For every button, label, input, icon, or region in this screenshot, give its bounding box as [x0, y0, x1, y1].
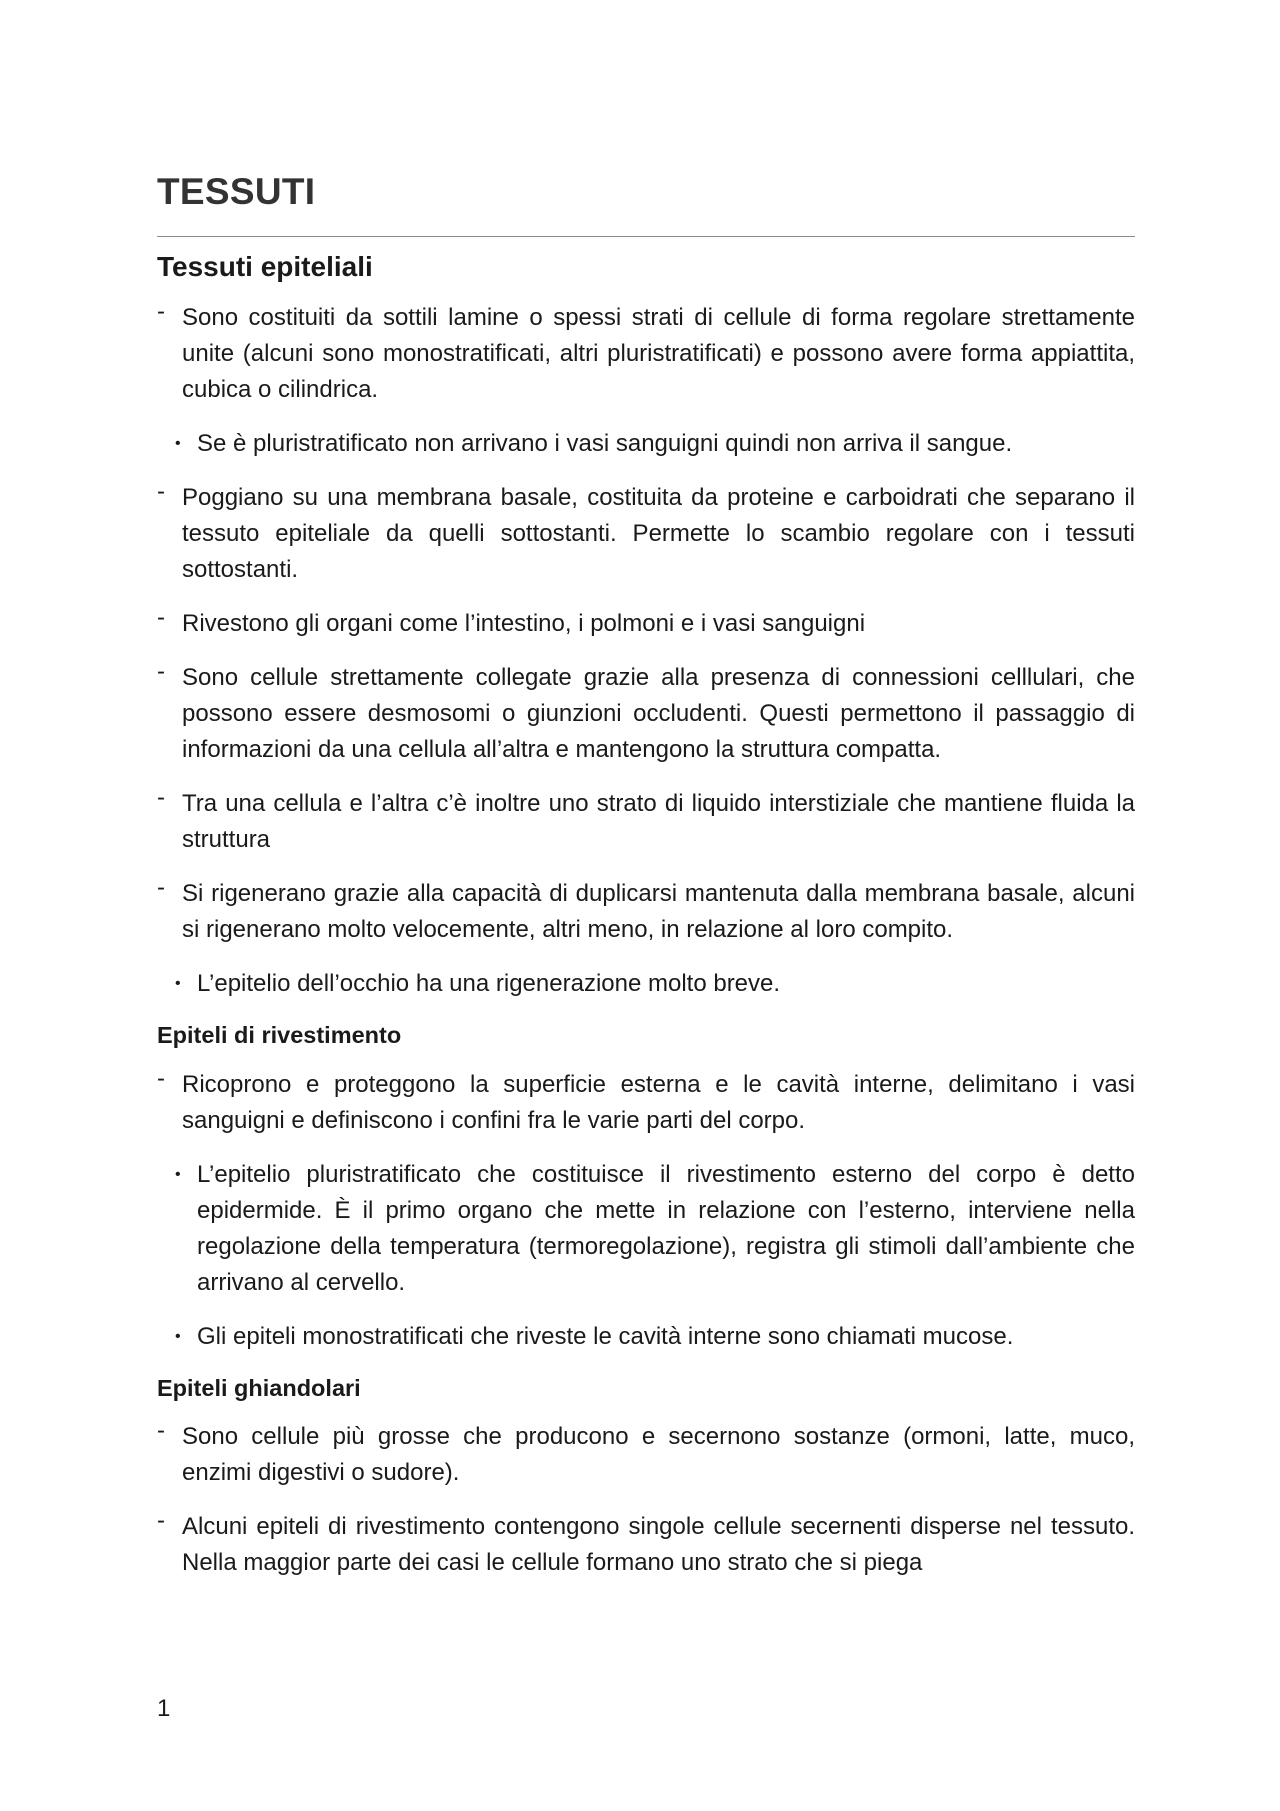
page-title: TESSUTI	[157, 171, 316, 212]
list-item-text: Sono cellule più grosse che producono e secernono sostanze (ormoni, latte, muco, enzimi digestivi o sudore).	[182, 1423, 1135, 1487]
dash-list-item	[157, 1064, 1135, 1139]
dash-marker: -	[157, 1064, 165, 1092]
document-body	[157, 249, 1135, 1581]
dash-list-item	[157, 660, 1135, 768]
page-number: 1	[157, 1695, 171, 1722]
dash-marker: -	[157, 1417, 165, 1445]
list-item-text: Ricoprono e proteggono la superficie esterna e le cavità interne, delimitano i vasi sanguigni e definiscono i confini fra le varie parti del corpo.	[182, 1070, 1135, 1134]
dash-marker: -	[157, 1507, 165, 1535]
dash-marker: -	[157, 874, 165, 902]
dash-marker: -	[157, 298, 165, 326]
section-heading: Epiteli ghiandolari	[157, 1374, 361, 1401]
dash-marker: -	[157, 604, 165, 632]
title-divider	[157, 236, 1135, 237]
dash-list-item	[157, 300, 1135, 408]
dash-list-item	[157, 606, 1135, 642]
list-item-text: L’epitelio pluristratificato che costituisce il rivestimento esterno del corpo è detto epidermide. È il primo organo che mette in relazione con l’esterno, interviene nella regolazione della temperatura (termoregolazione), registra gli stimoli dall’ambiente che arrivano al cervello.	[197, 1160, 1135, 1296]
list-item-text: Sono costituiti da sottili lamine o spessi strati di cellule di forma regolare strettamente unite (alcuni sono monostratificati, altri pluristratificati) e possono avere forma appiattita, cubica o cilindrica.	[182, 304, 1135, 404]
list-item-text: Tra una cellula e l’altra c’è inoltre uno strato di liquido interstiziale che mantiene fluida la struttura	[182, 790, 1135, 854]
document-page	[157, 170, 1135, 1599]
bullet-marker: •	[175, 435, 181, 453]
list-item-text: L’epitelio dell’occhio ha una rigenerazione molto breve.	[197, 970, 781, 998]
bullet-list-item	[157, 1157, 1135, 1301]
dash-list-item	[157, 1419, 1135, 1491]
list-item-text: Si rigenerano grazie alla capacità di duplicarsi mantenuta dalla membrana basale, alcuni si rigenerano molto velocemente, altri meno, in relazione al loro compito.	[182, 880, 1135, 944]
bullet-list-item	[157, 426, 1135, 462]
dash-list-item	[157, 1509, 1135, 1581]
list-item-text: Poggiano su una membrana basale, costituita da proteine e carboidrati che separano il tessuto epiteliale da quelli sottostanti. Permette lo scambio regolare con i tessuti sottostanti.	[182, 484, 1135, 584]
bullet-list-item	[157, 1319, 1135, 1355]
bullet-marker: •	[175, 975, 181, 993]
dash-list-item	[157, 786, 1135, 858]
bullet-marker: •	[175, 1327, 181, 1345]
dash-marker: -	[157, 658, 165, 686]
list-item-text: Rivestono gli organi come l’intestino, i polmoni e i vasi sanguigni	[182, 610, 866, 638]
list-item-text: Se è pluristratificato non arrivano i vasi sanguigni quindi non arriva il sangue.	[197, 430, 1013, 458]
dash-list-item	[157, 876, 1135, 948]
list-item-text: Alcuni epiteli di rivestimento contengono singole cellule secernenti disperse nel tessuto. Nella maggior parte dei casi le cellule formano uno strato che si piega	[182, 1513, 1135, 1577]
bullet-list-item	[157, 966, 1135, 1002]
bullet-marker: •	[175, 1165, 181, 1183]
list-item-text: Sono cellule strettamente collegate grazie alla presenza di connessioni celllulari, che possono essere desmosomi o giunzioni occludenti. Questi permettono il passaggio di informazioni da una cellula all’altra e mantengono la struttura compatta.	[182, 664, 1135, 764]
dash-marker: -	[157, 784, 165, 812]
dash-marker: -	[157, 478, 165, 506]
dash-list-item	[157, 480, 1135, 588]
section-heading: Epiteli di rivestimento	[157, 1022, 402, 1049]
list-item-text: Gli epiteli monostratificati che riveste le cavità interne sono chiamati mucose.	[197, 1322, 1014, 1350]
section-heading: Tessuti epiteliali	[157, 251, 373, 283]
